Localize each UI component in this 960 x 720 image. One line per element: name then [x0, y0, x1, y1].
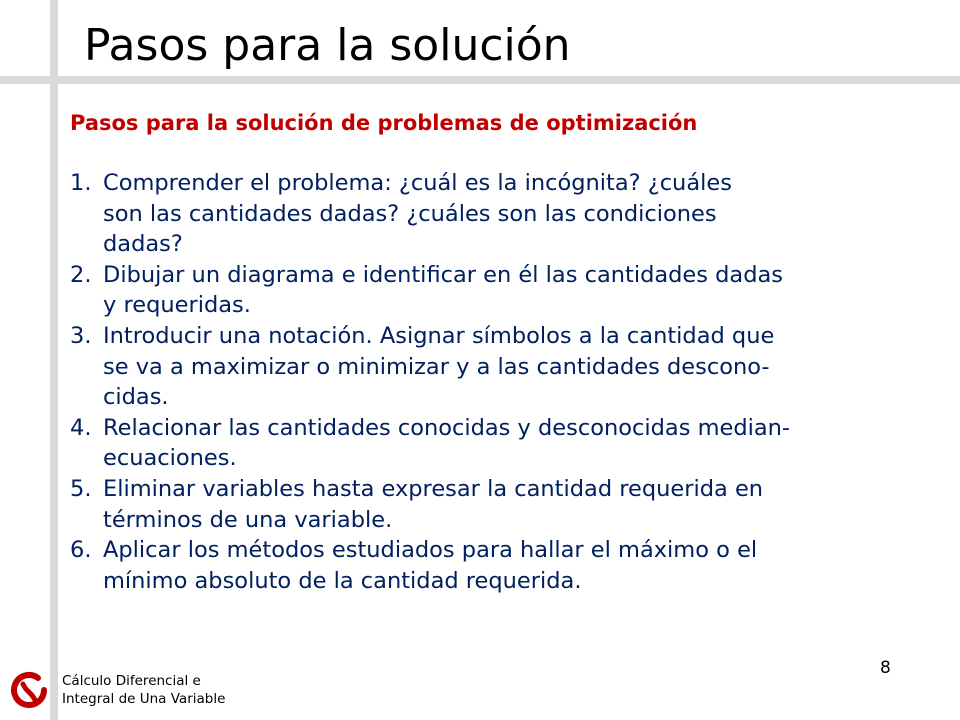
step-item — [70, 413, 928, 474]
step-number: 1. — [70, 170, 92, 196]
step-item — [70, 260, 928, 321]
step-line: Comprender el problema: ¿cuál es la incógnita? ¿cuáles — [103, 170, 732, 196]
step-line: cidas. — [103, 384, 169, 411]
page-title: Pasos para la solución — [84, 20, 571, 71]
step-line: Relacionar las cantidades conocidas y desconocidas median- — [103, 414, 791, 441]
course-name-line: Integral de Una Variable — [62, 691, 226, 707]
step-text — [103, 168, 928, 260]
step-text — [103, 474, 928, 535]
step-number: 3. — [70, 322, 92, 349]
step-item — [70, 321, 928, 413]
course-footer — [62, 672, 225, 708]
step-line: se va a maximizar o minimizar y a las cantidades descono- — [103, 353, 770, 380]
step-line: Dibujar un diagrama e identificar en él las cantidades dadas — [103, 261, 784, 288]
page-number: 8 — [880, 658, 891, 678]
step-text — [103, 321, 928, 413]
step-line: Eliminar variables hasta expresar la cantidad requerida en — [103, 475, 764, 502]
course-name-line: Cálculo Diferencial e — [62, 673, 201, 689]
step-text — [103, 413, 928, 474]
step-line: son las cantidades dadas? ¿cuáles son las condiciones — [103, 200, 717, 227]
section-heading: Pasos para la solución de problemas de optimización — [70, 111, 698, 135]
horizontal-divider — [0, 76, 960, 84]
step-text — [103, 535, 928, 596]
vertical-divider — [50, 0, 58, 720]
step-item — [70, 474, 928, 535]
step-line: ecuaciones. — [103, 445, 237, 472]
step-line: Aplicar los métodos estudiados para hallar el máximo o el — [103, 537, 758, 564]
step-line: términos de una variable. — [103, 506, 393, 533]
step-item — [70, 168, 928, 260]
step-number: 2. — [70, 261, 92, 288]
step-number: 6. — [70, 537, 92, 564]
university-logo-icon — [8, 670, 52, 714]
step-text — [103, 260, 928, 321]
step-line: y requeridas. — [103, 292, 251, 319]
step-number: 4. — [70, 414, 92, 441]
step-line: mínimo absoluto de la cantidad requerida. — [103, 567, 582, 594]
step-line: Introducir una notación. Asignar símbolos a la cantidad que — [103, 322, 775, 349]
step-item — [70, 535, 928, 596]
step-number: 5. — [70, 475, 92, 502]
step-line: dadas? — [103, 231, 183, 258]
steps-list — [70, 168, 928, 596]
